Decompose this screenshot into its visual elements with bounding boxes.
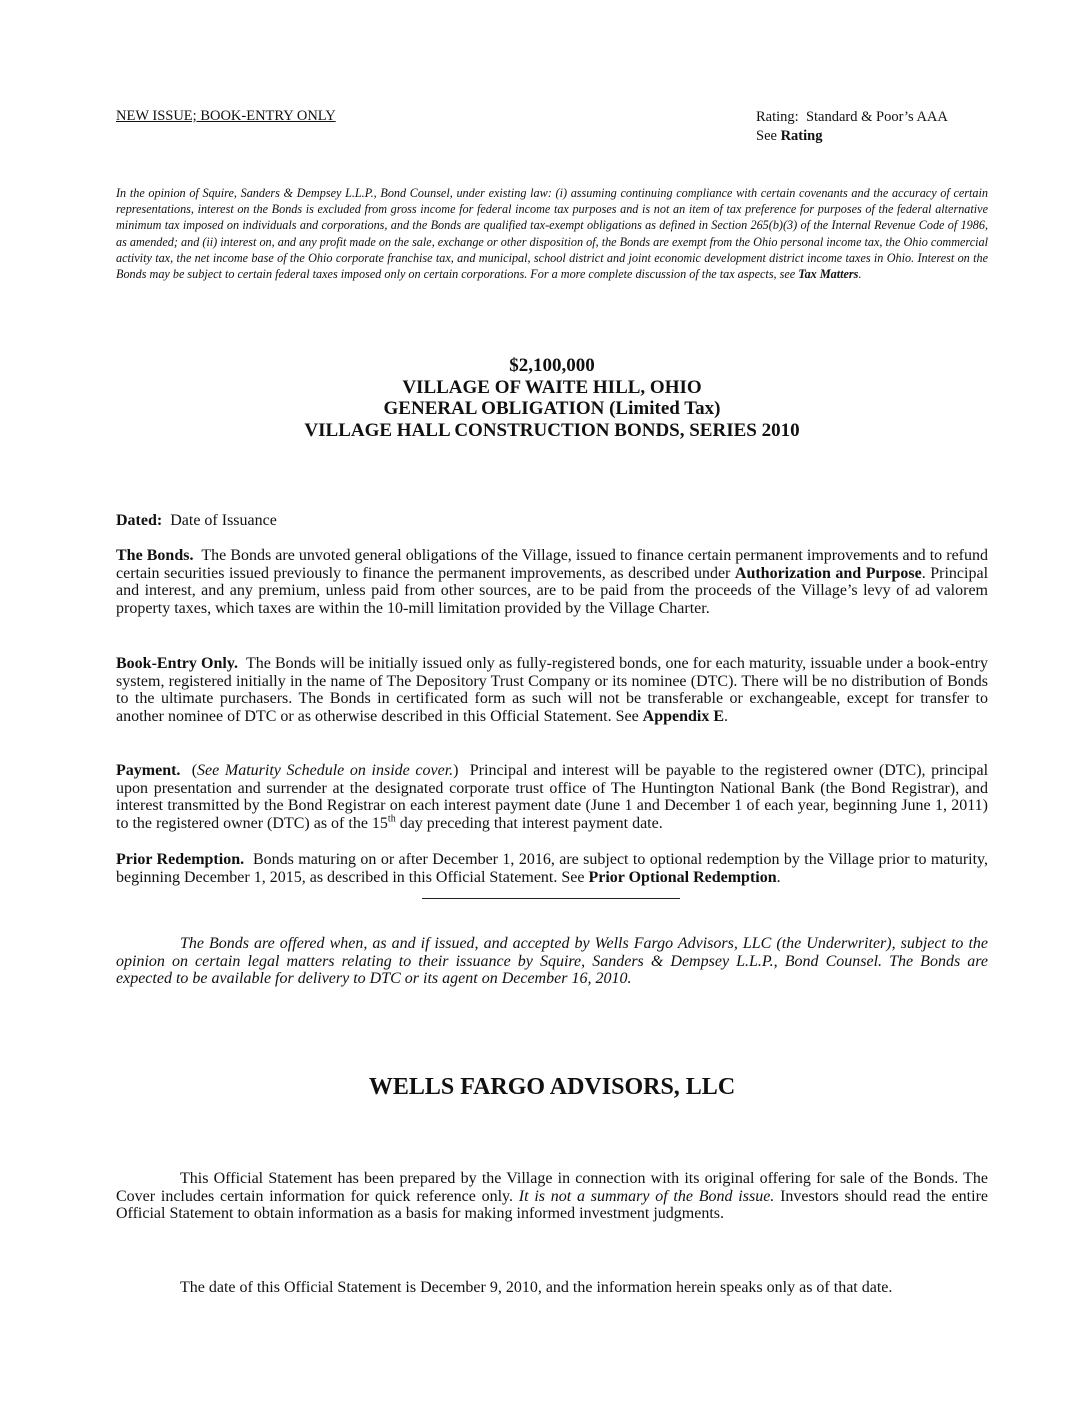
book-entry-end: . — [724, 707, 729, 725]
offering-paragraph: The Bonds are offered when, as and if issued, and accepted by Wells Fargo Advisors, LLC (the Underwriter), subject to the opinion on certain legal matters relating to their issuance by Squire, Sanders & Dempsey L.L.P., Bond Counsel. The Bonds are expected to be available for delivery to DTC or its agent on December 16, 2010. — [116, 935, 988, 988]
redemption-label: Prior Redemption. — [116, 851, 245, 868]
prepared-paragraph — [116, 1170, 988, 1223]
redemption-end: . — [776, 868, 781, 886]
bond-issuer: VILLAGE OF WAITE HILL, OHIO — [402, 376, 702, 398]
book-entry-label: Book-Entry Only. — [116, 655, 238, 672]
see-rating-ref: Rating — [780, 128, 823, 144]
tax-matters-ref: Tax Matters — [798, 267, 859, 282]
optional-redemption-ref: Prior Optional Redemption — [588, 868, 777, 886]
payment-superscript: th — [387, 813, 396, 825]
rating-block — [756, 108, 948, 146]
underwriter-name: WELLS FARGO ADVISORS, LLC — [368, 1074, 736, 1100]
payment-section: Payment. (See Maturity Schedule on inside cover.) Principal and interest will be payable to the registered owner (DTC), principal upon presentation and surrender at the designated corporate trust office of The Huntington National Bank (the Bond Registrar), and interest transmitted by the Bond Registrar on each interest payment date (June 1 and December 1 of each year, beginning June 1, 2011) to the registered owner (DTC) as of the 15th day preceding that interest payment date. — [116, 762, 989, 832]
bond-amount: $2,100,000 — [509, 355, 595, 376]
bonds-text-1: The Bonds are unvoted general obligations of the Village, issued to finance certain permanent improvements and to refund certain securities issued previously to finance the permanent improvements, as described under — [116, 547, 989, 582]
authorization-ref: Authorization and Purpose — [734, 564, 922, 582]
bonds-section — [116, 547, 988, 617]
bond-title-block — [116, 355, 988, 441]
rating-value: Standard & Poor’s AAA — [805, 109, 948, 125]
bonds-label: The Bonds. — [116, 547, 194, 564]
bonds-text-2: . Principal and interest, and any premium, unless paid from other sources, are to be paid from the proceeds of the Village’s levy of ad valorem property taxes, which taxes are within the 10-mill limitation provided by the Village Charter. — [116, 564, 989, 617]
bond-type: GENERAL OBLIGATION (Limited Tax) — [383, 398, 721, 419]
issue-type: NEW ISSUE; BOOK-ENTRY ONLY — [116, 108, 336, 124]
redemption-section — [116, 851, 988, 886]
book-entry-section — [116, 655, 988, 725]
tax-opinion-text: In the opinion of Squire, Sanders & Dempsey L.L.P., Bond Counsel, under existing law: (i) assuming continuing compliance with certain covenants and the accuracy of certain representations, interest on the Bonds is excluded from gross income for federal income tax purposes and is not an item of tax preference for purposes of the federal alternative minimum tax imposed on individuals and corporations, and the Bonds are qualified tax-exempt obligations as defined in Section 265(b)(3) of the Internal Revenue Code of 1986, as amended; and (ii) interest on, and any profit made on the sale, exchange or other disposition of, the Bonds are exempt from the Ohio personal income tax, the Ohio commercial activity tax, the net income base of the Ohio corporate franchise tax, and municipal, school district and joint economic development district income taxes in Ohio. Interest on the Bonds may be subject to certain federal taxes imposed only on certain corporations. For a more complete discussion of the tax aspects, see — [116, 186, 988, 282]
rating-line — [756, 108, 948, 127]
book-entry-text: The Bonds will be initially issued only as fully-registered bonds, one for each maturity, issuable under a book-entry system, registered initially in the name of The Depository Trust Company or its nominee (DTC). There will be no distribution of Bonds to the ultimate purchasers. The Bonds in certificated form as such will not be transferable or exchangeable, except for transfer to another nominee of DTC or as otherwise described in this Official Statement. See — [116, 655, 988, 725]
tax-opinion-paragraph — [116, 185, 988, 282]
redemption-text: Bonds maturing on or after December 1, 2016, are subject to optional redemption by the Village prior to maturity, beginning December 1, 2015, as described in this Official Statement. See — [116, 851, 989, 886]
payment-note: See Maturity Schedule on inside cover. — [197, 762, 454, 779]
payment-text-2: day preceding that interest payment date. — [395, 814, 663, 832]
see-label: See — [756, 128, 777, 144]
rating-label: Rating: — [756, 109, 799, 125]
dated-value: Date of Issuance — [170, 512, 277, 529]
prepared-text-2: Investors should read the entire Official Statement to obtain information as a basis for making informed investment judgments. — [116, 1187, 988, 1223]
dated-label: Dated: — [116, 512, 163, 529]
statement-date: The date of this Official Statement is December 9, 2010, and the information herein speaks only as of that date. — [180, 1279, 893, 1296]
payment-text-1: Principal and interest will be payable to the registered owner (DTC), principal upon presentation and surrender at the designated corporate trust office of The Huntington National Bank (the Bond Registrar), and interest transmitted by the Bond Registrar on each interest payment date (June 1 and December 1 of each year, beginning June 1, 2011) to the registered owner (DTC) as of the 15 — [116, 762, 989, 832]
dated-section — [116, 512, 988, 530]
prepared-italic: It is not a summary of the Bond issue. — [518, 1187, 775, 1205]
payment-label: Payment. — [116, 762, 181, 779]
rating-see-line — [756, 127, 948, 146]
prepared-text-1: This Official Statement has been prepared by the Village in connection with its original offering for sale of the Bonds. The Cover includes certain information for quick reference only. — [116, 1170, 988, 1205]
tax-opinion-end: . — [858, 267, 862, 282]
bond-series: VILLAGE HALL CONSTRUCTION BONDS, SERIES 2010 — [304, 419, 800, 441]
section-divider — [422, 898, 680, 899]
appendix-e-ref: Appendix E — [642, 707, 725, 725]
